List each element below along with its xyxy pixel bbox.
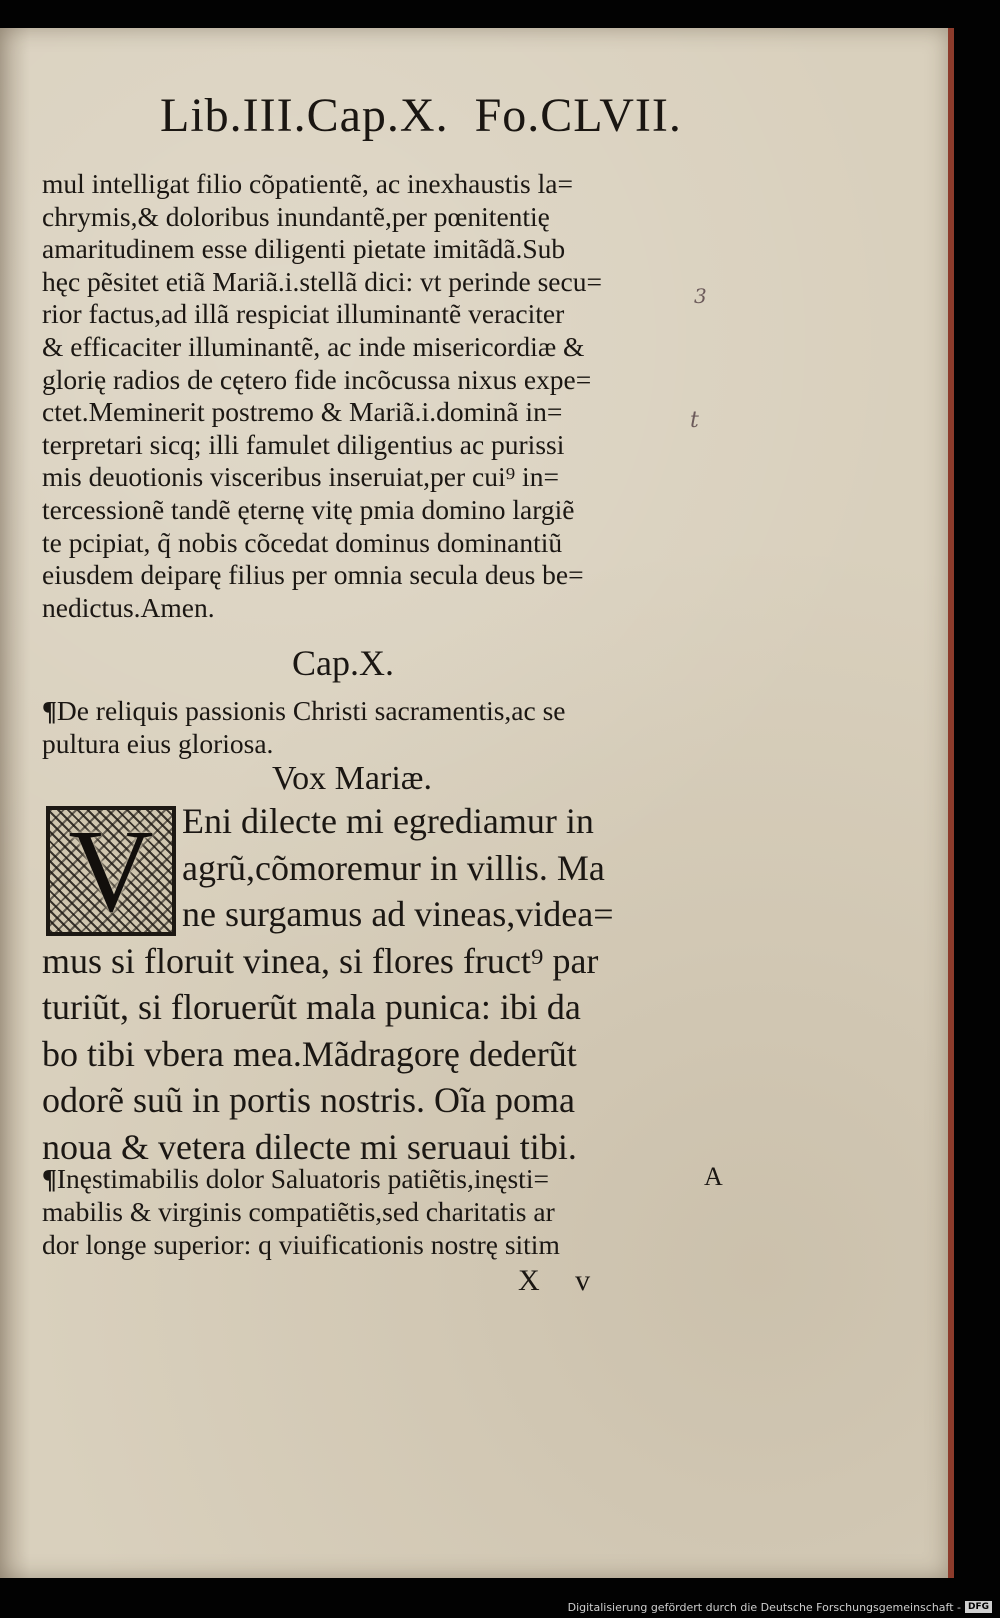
page-edge — [948, 28, 954, 1578]
initial-letter: V — [68, 805, 154, 936]
text-line: tercessionẽ tandẽ ęternę vitę pmia domino largiẽ — [42, 493, 575, 525]
text-line: ne surgamus ad vineas,videa= — [182, 894, 614, 934]
pilcrow-icon: ¶ — [42, 1163, 57, 1194]
text-line: & efficaciter illuminantẽ, ac inde misericordiæ & — [42, 330, 585, 362]
text-line: nedictus.Amen. — [42, 591, 215, 623]
text-line: rior factus,ad illã respiciat illuminantẽ veraciter — [42, 298, 565, 330]
text-line: hęc pẽsitet etiã Mariã.i.stellã dici: vt perinde secu= — [42, 265, 602, 297]
scripture-text — [42, 798, 614, 1170]
text-line: chrymis,& doloribus inundantẽ,per pœnitentię — [42, 200, 550, 232]
running-head-right: Fo.CLVII. — [474, 89, 682, 142]
text-line: Inęstimabilis dolor Saluatoris patiẽtis,inęsti= — [56, 1163, 549, 1194]
text-line: glorię radios de cętero fide incõcussa nixus expe= — [42, 363, 592, 395]
credit-text: Digitalisierung gefördert durch die Deutsche Forschungsgemeinschaft - — [567, 1600, 961, 1614]
text-line: noua & vetera dilecte mi seruaui tibi. — [42, 1126, 577, 1167]
section-heading: Vox Mariæ. — [272, 760, 432, 797]
rubric-line: De reliquis passionis Christi sacramentis,ac se — [56, 695, 566, 726]
text-line: turiũt, si floruerũt mala punica: ibi da — [42, 987, 581, 1027]
text-line: terpretari sicq; illi famulet diligentius ac purissi — [42, 428, 565, 460]
text-line: odorẽ suũ in portis nostris. Oĩa poma — [42, 1080, 575, 1120]
text-line: agrũ,cõmoremur in villis. Ma — [182, 847, 605, 888]
text-line: eiusdem deiparę filius per omnia secula deus be= — [42, 559, 584, 591]
signature-mark: X v — [518, 1264, 605, 1297]
text-line: ctet.Meminerit postremo & Mariã.i.dominã in= — [42, 396, 563, 428]
pilcrow-icon: ¶ — [42, 695, 57, 726]
commentary-text — [42, 1162, 560, 1261]
chapter-heading: Cap.X. — [292, 643, 394, 683]
digitization-credit — [568, 1600, 992, 1614]
marginal-note: t — [690, 408, 699, 433]
book-page — [0, 28, 948, 1578]
text-line: te pcipiat, q̃ nobis cõcedat dominus dominantiũ — [42, 526, 563, 558]
text-line: mis deuotionis visceribus inseruiat,per cui⁹ in= — [42, 461, 559, 493]
dfg-logo: DFG — [965, 1601, 992, 1613]
rubric-line: pultura eius gloriosa. — [42, 727, 274, 759]
marginal-note: 3 — [694, 284, 707, 308]
marginal-letter: A — [704, 1162, 723, 1191]
text-line: mabilis & virginis compatiẽtis,sed charitatis ar — [42, 1196, 555, 1227]
text-line: dor longe superior: q viuificationis nostrę sitim — [42, 1229, 560, 1260]
running-head-left: Lib.III.Cap.X. — [160, 89, 449, 142]
chapter-rubric — [42, 694, 566, 759]
text-line: mul intelligat filio cõpatientẽ, ac inexhaustis la= — [42, 168, 573, 199]
text-line: Eni dilecte mi egrediamur in — [182, 801, 594, 841]
text-line: mus si floruit vinea, si flores fruct⁹ par — [42, 940, 599, 981]
text-line: bo tibi vbera mea.Mãdragorę dederũt — [42, 1033, 577, 1074]
text-line: amaritudinem esse diligenti pietate imitãdã.Sub — [42, 233, 566, 265]
body-text — [42, 168, 602, 624]
running-head — [160, 88, 682, 143]
